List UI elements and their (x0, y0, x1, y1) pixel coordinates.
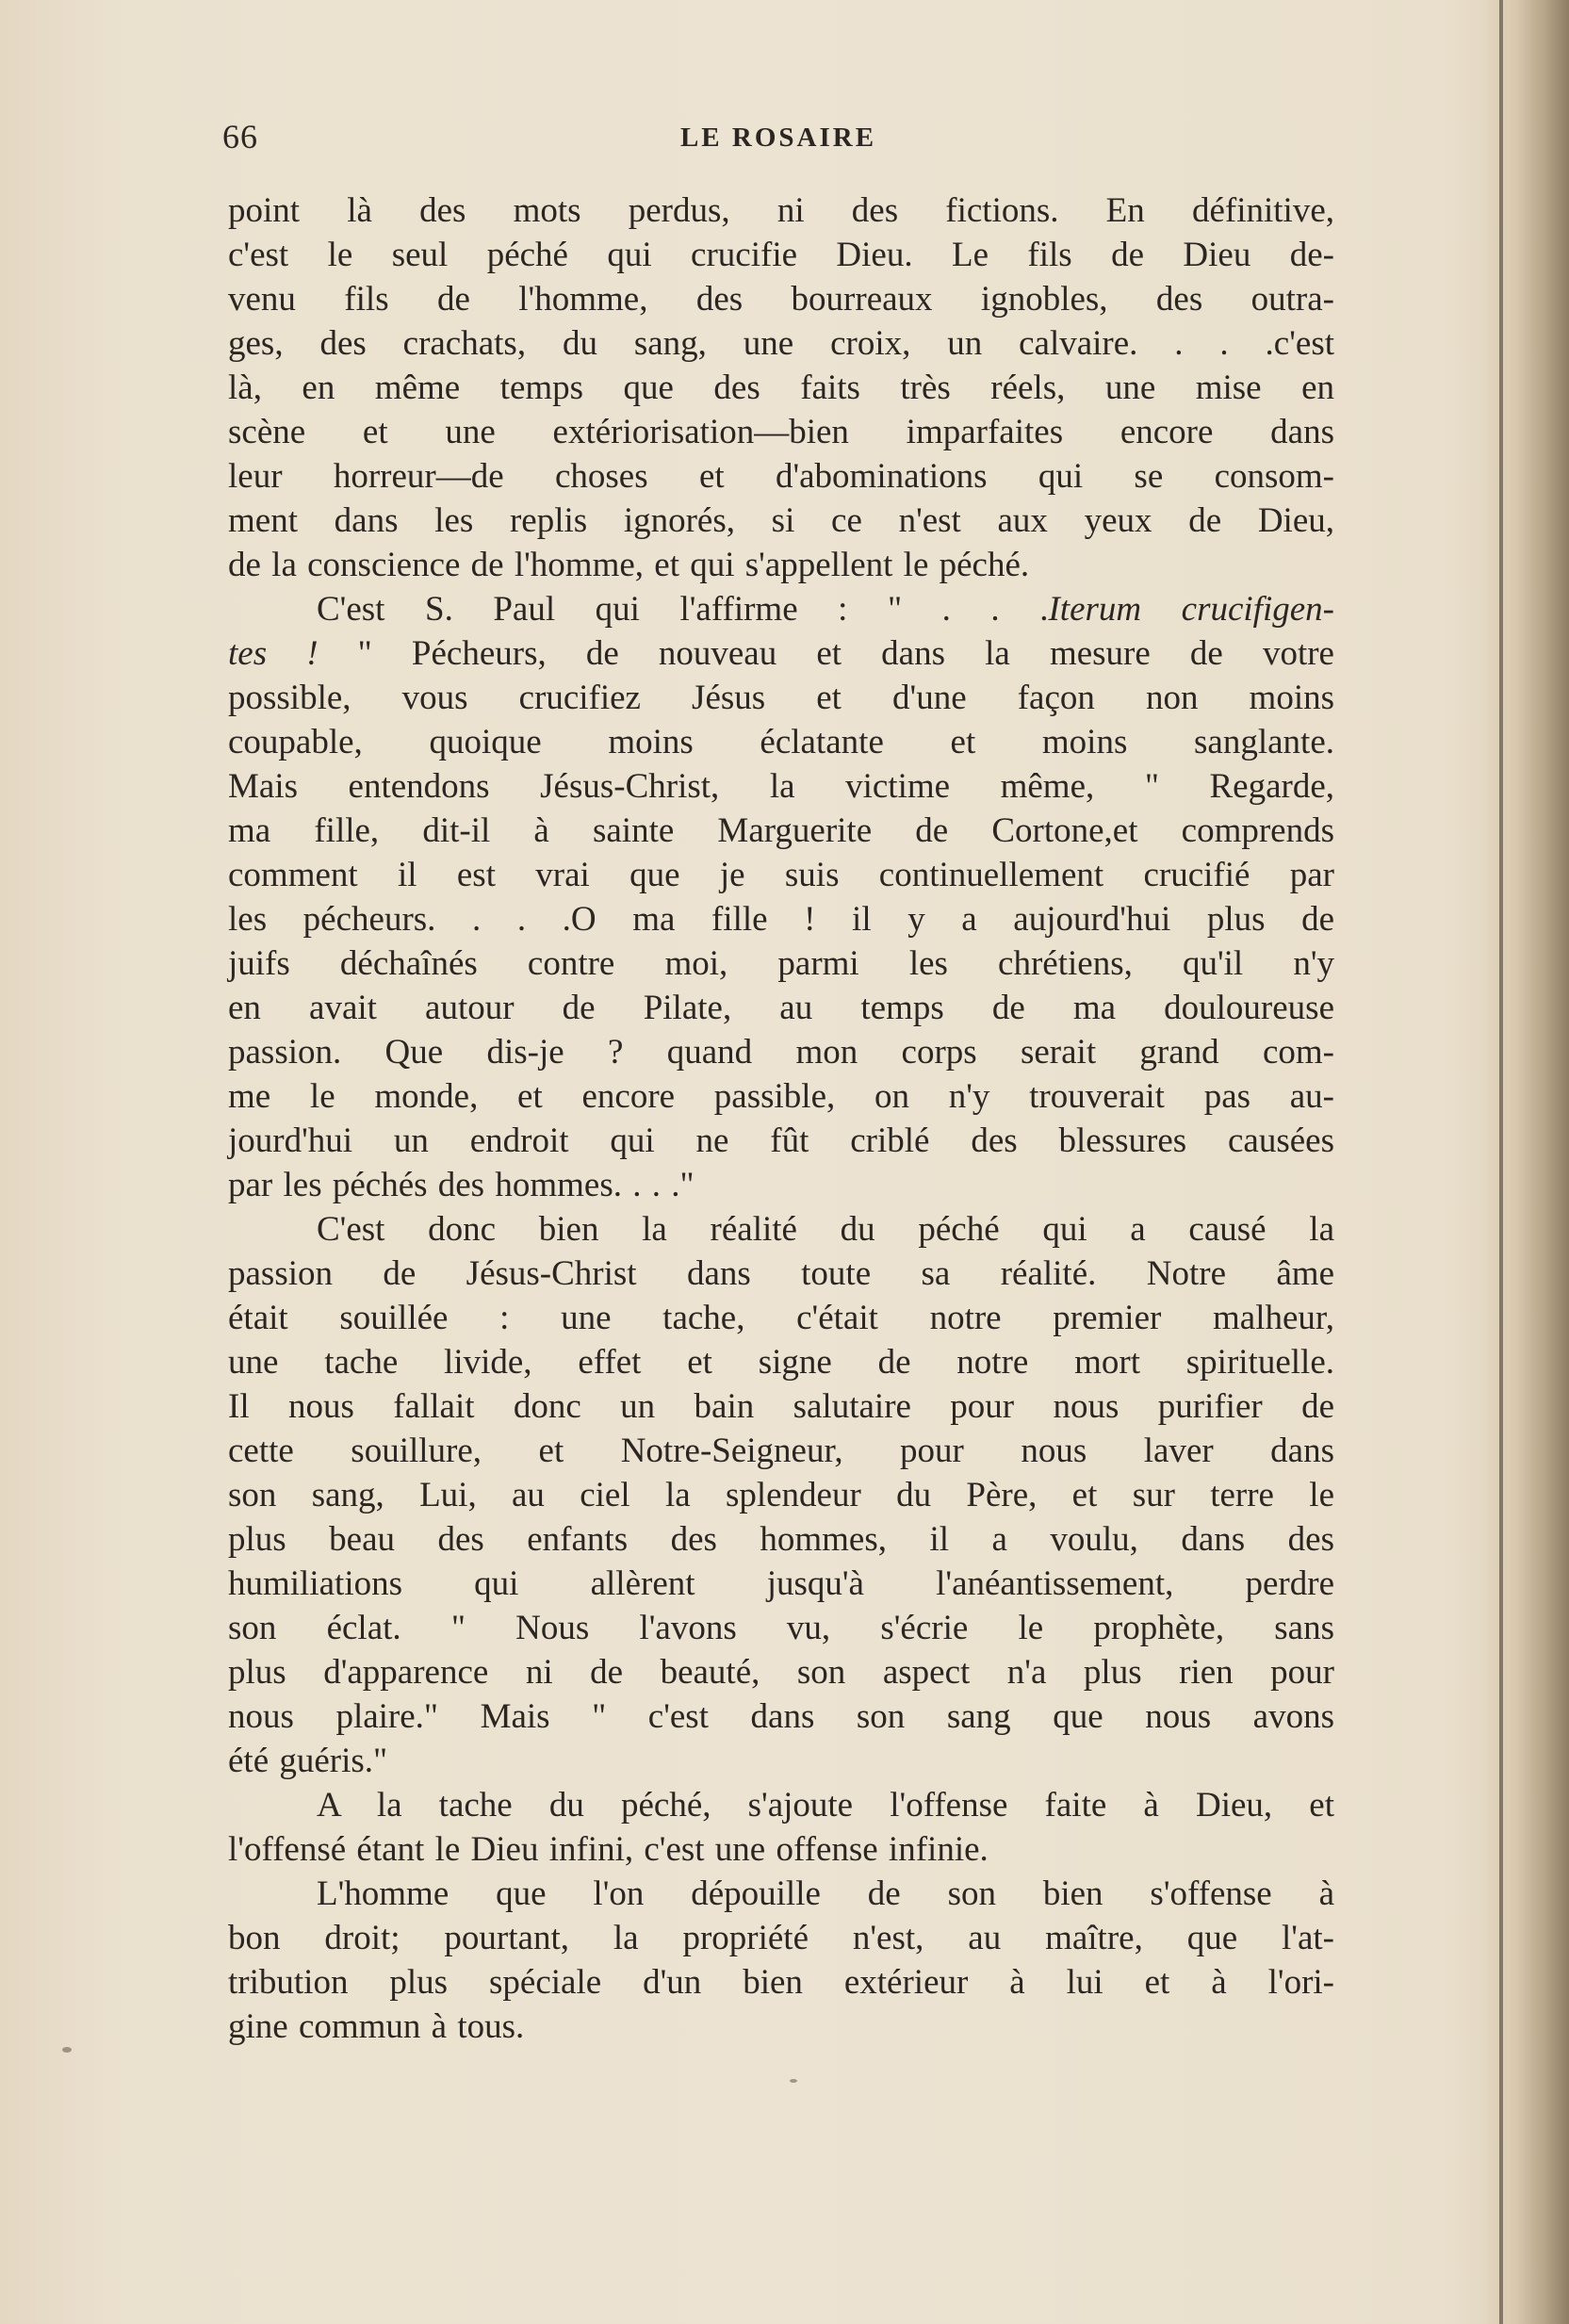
text-line: l'offensé étant le Dieu infini, c'est une offense infinie. (228, 1830, 989, 1869)
text-line: passion de Jésus-Christ dans toute sa réalité. Notre âme (228, 1254, 1334, 1293)
text-line (228, 587, 1334, 631)
text-line: gine commun à tous. (228, 2007, 525, 2046)
text-line: L'homme que l'on dépouille de son bien s'offense à (317, 1874, 1334, 1913)
text-line: point là des mots perdus, ni des fictions. En définitive, (228, 191, 1334, 230)
page-gutter-line (1499, 0, 1503, 2324)
text-line: nous plaire." Mais " c'est dans son sang que nous avons (228, 1697, 1334, 1736)
text-line: Il nous fallait donc un bain salutaire pour nous purifier de (228, 1387, 1334, 1426)
text-line: leur horreur—de choses et d'abominations qui se consom- (228, 457, 1334, 496)
text-line: ges, des crachats, du sang, une croix, un calvaire. . . .c'est (228, 324, 1334, 363)
text-line: en avait autour de Pilate, au temps de ma douloureuse (228, 989, 1334, 1027)
text-line: juifs déchaînés contre moi, parmi les chrétiens, qu'il n'y (228, 944, 1334, 983)
text-line: par les péchés des hommes. . . ." (228, 1166, 695, 1204)
text-line: c'est le seul péché qui crucifie Dieu. Le fils de Dieu de- (228, 236, 1334, 274)
running-title: LE ROSAIRE (679, 123, 877, 153)
text-line: cette souillure, et Notre-Seigneur, pour nous laver dans (228, 1432, 1334, 1470)
latin-quote: Iterum crucifigen- (1048, 590, 1334, 629)
text-run: C'est S. Paul qui l'affirme : " . . . (317, 590, 1049, 629)
text-line: les pécheurs. . . .O ma fille ! il y a aujourd'hui plus de (228, 900, 1334, 939)
text-line: son éclat. " Nous l'avons vu, s'écrie le prophète, sans (228, 1609, 1334, 1647)
text-line: de la conscience de l'homme, et qui s'appellent le péché. (228, 546, 1030, 584)
text-line: plus beau des enfants des hommes, il a voulu, dans des (228, 1520, 1334, 1559)
text-line: était souillée : une tache, c'était notre premier malheur, (228, 1299, 1334, 1337)
text-line: tribution plus spéciale d'un bien extérieur à lui et à l'ori- (228, 1963, 1334, 2002)
text-line: Mais entendons Jésus-Christ, la victime même, " Regarde, (228, 767, 1334, 806)
text-line: me le monde, et encore passible, on n'y trouverait pas au- (228, 1077, 1334, 1116)
text-line: humiliations qui allèrent jusqu'à l'anéantissement, perdre (228, 1564, 1334, 1603)
text-line: venu fils de l'homme, des bourreaux ignobles, des outra- (228, 280, 1334, 319)
text-line: C'est donc bien la réalité du péché qui a causé la (317, 1210, 1334, 1249)
paper-speck (790, 2079, 797, 2083)
page-header (222, 117, 1334, 164)
text-line: scène et une extériorisation—bien imparfaites encore dans (228, 413, 1334, 451)
text-line: une tache livide, effet et signe de notre mort spirituelle. (228, 1343, 1334, 1382)
text-line: jourd'hui un endroit qui ne fût criblé des blessures causées (228, 1121, 1334, 1160)
text-line: possible, vous crucifiez Jésus et d'une façon non moins (228, 679, 1334, 717)
text-line (228, 631, 1334, 676)
text-line: son sang, Lui, au ciel la splendeur du Père, et sur terre le (228, 1476, 1334, 1514)
latin-quote: tes ! (228, 634, 319, 673)
paper-speck (62, 2047, 72, 2053)
text-line: été guéris." (228, 1742, 388, 1780)
text-line: bon droit; pourtant, la propriété n'est, au maître, que l'at- (228, 1919, 1334, 1957)
text-run: " Pécheurs, de nouveau et dans la mesure de votre (318, 634, 1334, 673)
text-line: ment dans les replis ignorés, si ce n'est aux yeux de Dieu, (228, 501, 1334, 540)
text-line: comment il est vrai que je suis continuellement crucifié par (228, 856, 1334, 894)
text-block (228, 188, 1334, 2049)
page-number: 66 (222, 118, 258, 155)
text-line: là, en même temps que des faits très réels, une mise en (228, 368, 1334, 407)
text-line: plus d'apparence ni de beauté, son aspect n'a plus rien pour (228, 1653, 1334, 1692)
text-line: ma fille, dit-il à sainte Marguerite de Cortone,et comprends (228, 811, 1334, 850)
text-line: coupable, quoique moins éclatante et moins sanglante. (228, 723, 1334, 761)
text-line: A la tache du péché, s'ajoute l'offense faite à Dieu, et (317, 1786, 1334, 1825)
text-line: passion. Que dis-je ? quand mon corps serait grand com- (228, 1033, 1334, 1072)
